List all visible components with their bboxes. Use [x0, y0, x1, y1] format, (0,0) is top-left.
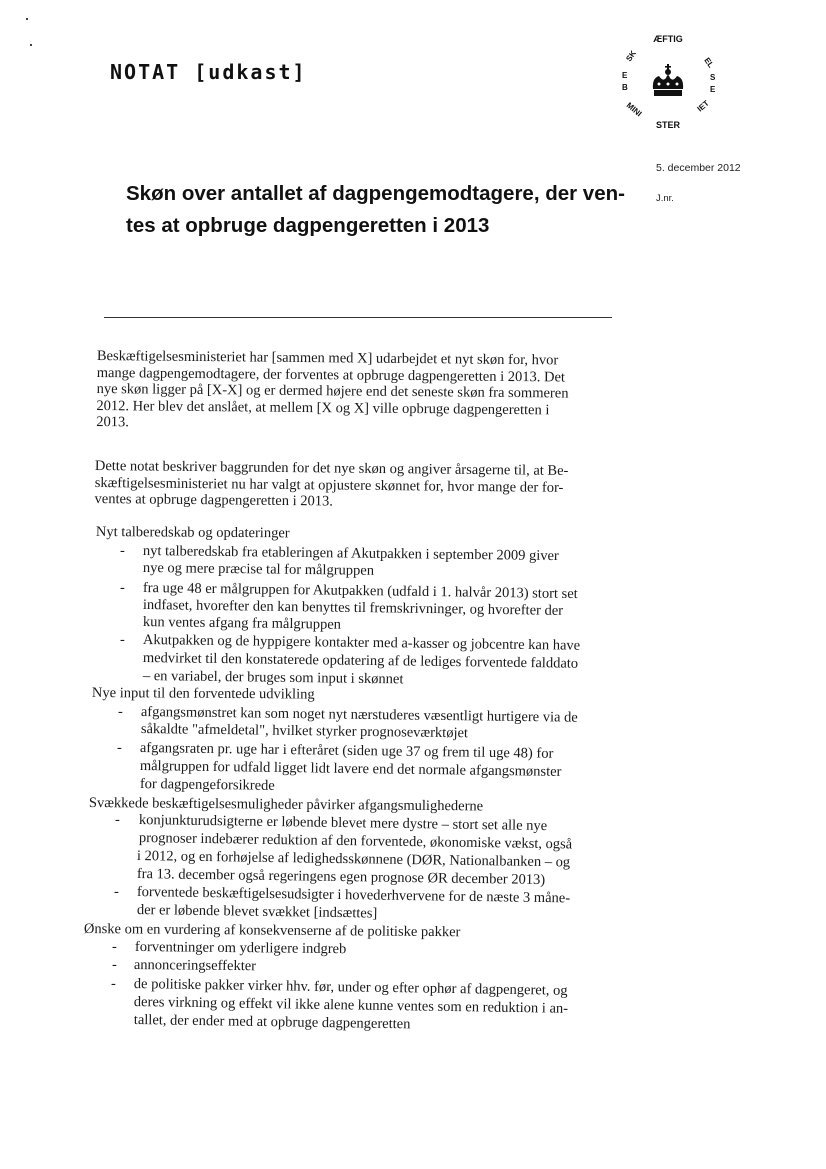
text-line: Beskæftigelsesministeriet har [sammen med X] udarbejdet et nyt skøn for, hvor	[96, 348, 559, 369]
svg-text:S: S	[710, 73, 716, 82]
text-line: 2013.	[96, 413, 129, 431]
svg-text:IET: IET	[695, 98, 711, 114]
ministry-logo	[608, 28, 728, 138]
text-line: ventes at opbruge dagpengeretten i 2013.	[94, 490, 334, 510]
bullet-dash: -	[114, 884, 119, 900]
bullet-line: der er løbende blevet svækket [indsættes]	[136, 902, 378, 922]
bullet-line: – en variabel, der bruges som input i skønnet	[142, 668, 404, 688]
intro-paragraph	[96, 348, 569, 435]
svg-text:E: E	[622, 71, 628, 80]
svg-text:MINI: MINI	[624, 100, 644, 119]
text-line: Dette notat beskriver baggrunden for det nye skøn og angiver årsagerne til, at Be-	[94, 458, 569, 479]
text-line: 2012. Her blev det anslået, at mellem [X og X] ville opbruge dagpengeretten i	[96, 397, 550, 418]
bullet-line: de politiske pakker virker hhv. før, under og efter ophør af dagpengeret, og	[133, 976, 568, 999]
svg-text:E: E	[710, 85, 716, 94]
bullet-dash: -	[115, 812, 120, 828]
bullet-dash: -	[120, 632, 125, 648]
purpose-paragraph	[94, 458, 568, 512]
bullet-line: forventede beskæftigelsesudsigter i hovederhvervene for de næste 3 måne-	[136, 884, 571, 907]
svg-text:STER: STER	[655, 120, 681, 130]
bullet-dash: -	[111, 976, 116, 992]
bullet-line: fra 13. december også regeringens egen prognose ØR december 2013)	[136, 866, 546, 889]
bullet-line: konjunkturudsigterne er løbende blevet mere dystre – stort set alle nye	[138, 812, 548, 835]
bullet-line: afgangsraten pr. uge har i efteråret (siden uge 37 og frem til uge 48) for	[139, 740, 554, 762]
scan-speck	[26, 18, 28, 20]
bullet-dash: -	[117, 740, 122, 756]
svg-text:EL: EL	[702, 55, 716, 70]
bullet-dash: -	[112, 957, 117, 973]
bullet-dash: -	[120, 543, 125, 559]
bullet-line: Akutpakken og de hyppigere kontakter med a-kasser og jobcentre kan have	[142, 632, 581, 654]
text-line: skæftigelsesministeriet nu har valgt at opjustere skønnet for, hvor mange der for-	[94, 474, 564, 496]
bullet-dash: -	[118, 704, 123, 720]
section-heading: Svækkede beskæftigelsesmuligheder påvirker afgangsmulighederne	[88, 795, 484, 815]
section-heading: Ønske om en vurdering af konsekvenserne af de politiske pakker	[83, 921, 461, 941]
bullet-line: forventninger om yderligere indgreb	[134, 939, 347, 958]
title-line: tes at opbruge dagpengeretten i 2013	[126, 214, 490, 237]
bullet-line: prognoser indebærer reduktion af den forventede, økonomiske vækst, også	[138, 830, 573, 853]
bullet-dash: -	[120, 580, 125, 596]
bullet-line: deres virkning og effekt vil ikke alene kunne ventes som en reduktion i an-	[133, 994, 569, 1017]
bullet-line: medvirket til den konstaterede opdatering af de lediges forventede falddato	[142, 650, 579, 672]
document-title	[126, 178, 626, 242]
bullet-line: såkaldte "afmeldetal", hvilket styrker prognoseværktøjet	[140, 721, 469, 742]
bullet-line: fra uge 48 er målgruppen for Akutpakken (udfald i 1. halvår 2013) stort set	[142, 580, 578, 603]
title-line: Skøn over antallet af dagpengemodtagere, der ven-	[126, 182, 625, 205]
document-date: 5. december 2012	[656, 162, 741, 174]
section-heading: Nyt talberedskab og opdateringer	[95, 524, 290, 542]
document-type-label: NOTAT [udkast]	[110, 60, 307, 84]
bullet-line: annonceringseffekter	[133, 957, 257, 975]
text-line: mange dagpengemodtagere, der forventes at opbruge dagpengeretten i 2013. Det	[96, 364, 566, 385]
bullet-line: nyt talberedskab fra etableringen af Akutpakken i september 2009 giver	[142, 543, 559, 565]
bullet-line: afgangsmønstret kan som noget nyt nærstuderes væsentligt hurtigere via de	[140, 704, 578, 726]
svg-text:B: B	[622, 83, 628, 92]
svg-text:SK: SK	[624, 48, 639, 64]
journal-number-label: J.nr.	[656, 193, 674, 204]
bullet-line: for dagpengeforsikrede	[139, 776, 275, 794]
bullet-line: nye og mere præcise tal for målgruppen	[142, 560, 375, 579]
bullet-line: tallet, der ender med at opbruge dagpengeretten	[133, 1012, 411, 1033]
scan-speck	[30, 44, 32, 46]
bullet-line: målgruppen for udfald ligget lidt lavere end det normale afgangsmønster	[139, 758, 562, 780]
bullet-line: indfaset, hvorefter den kan benyttes til fremskrivninger, og hvorefter der	[142, 597, 564, 619]
text-line: nye skøn ligger på [X-X] og er dermed højere end det seneste skøn fra sommeren	[96, 380, 569, 402]
divider-line	[104, 317, 612, 318]
bullet-line: kun ventes afgang fra målgruppen	[142, 614, 342, 633]
section-heading: Nye input til den forventede udvikling	[91, 685, 315, 703]
bullet-dash: -	[112, 939, 117, 955]
bullet-line: i 2012, og en forhøjelse af ledighedsskønnene (DØR, Nationalbanken – og	[136, 848, 571, 871]
svg-text:ÆFTIG: ÆFTIG	[653, 34, 683, 44]
